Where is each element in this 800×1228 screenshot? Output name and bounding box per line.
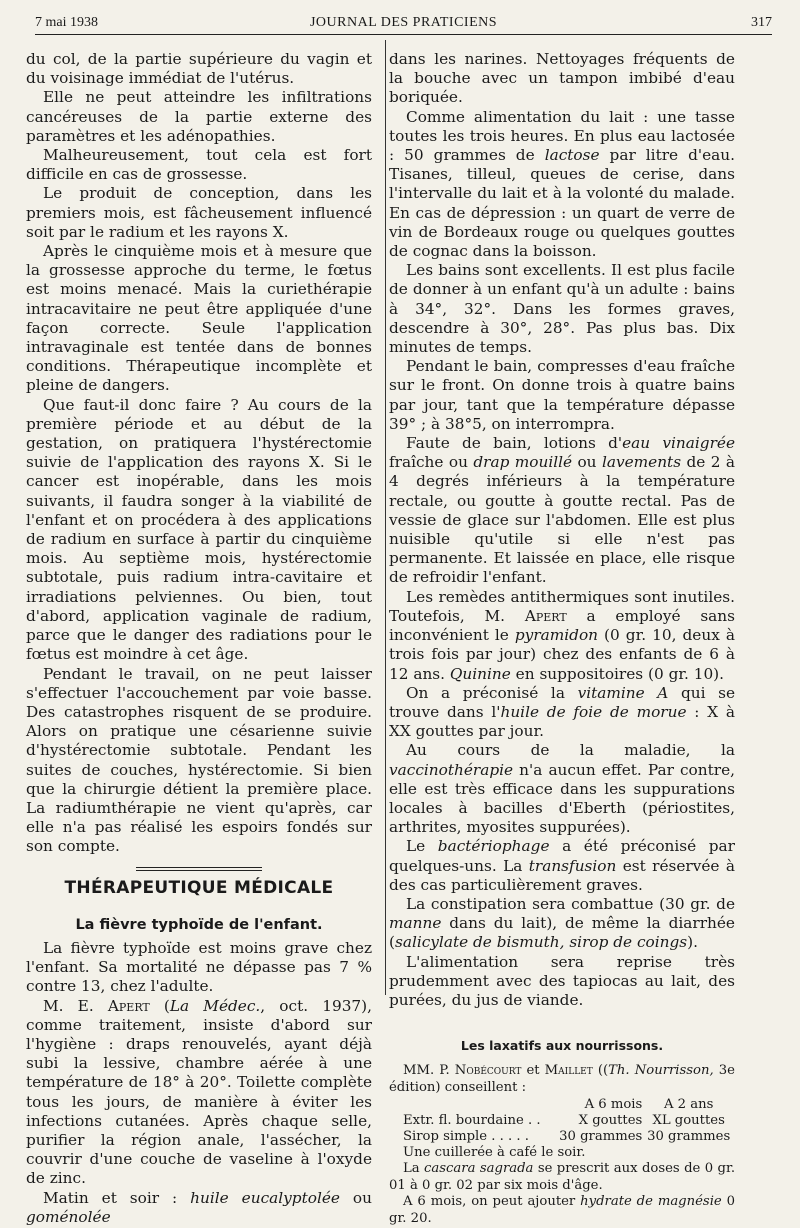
author-name: Nobécourt	[454, 1063, 522, 1079]
paragraph: Elle ne peut atteindre les infiltrations cancéreuses de la partie externe des paramètres et les adénopathies.	[26, 88, 372, 145]
text: Les remèdes antithermiques sont inutiles. Toutefois, M.	[389, 587, 735, 625]
section-title: THÉRAPEUTIQUE MÉDICALE	[64, 877, 334, 898]
text: (	[149, 996, 170, 1015]
text: 3e édition) conseillent :	[389, 1063, 735, 1095]
running-header	[35, 12, 772, 35]
text: Au cours de la maladie, la	[406, 741, 735, 760]
text: est réservée à des cas particulièrement graves.	[389, 856, 735, 894]
laxatifs-box	[389, 1036, 735, 1227]
box-body	[389, 1063, 735, 1227]
table-cell: 30 grammes	[559, 1128, 643, 1144]
text: M. E.	[43, 996, 108, 1015]
paragraph: Les bains sont excellents. Il est plus facile de donner à un enfant qu'à un adulte : bains à 34°, 32°. Dans les formes graves, descendre à 30°, 28°. Pas plus bas. Dix minutes de temps.	[389, 261, 735, 357]
paragraph	[389, 1194, 735, 1227]
text: (0 gr. 10, deux à trois fois par jour) chez des enfants de 6 à 12 ans.	[389, 626, 735, 683]
emph: eau vinaigrée	[622, 434, 735, 453]
text: A 6 mois, on peut ajouter	[403, 1194, 581, 1210]
text: La constipation sera combattue (30 gr. de	[406, 894, 735, 913]
paragraph: Après le cinquième mois et à mesure que la grossesse approche du terme, le fœtus est moins menacé. Mais la curiethérapie intracavitaire ne peut être appliquée d'une façon correcte. Seule l'application intravaginale est tentée dans de bonnes conditions. Thérapeutique incomplète et pleine de dangers.	[26, 242, 372, 395]
paragraph	[389, 1161, 735, 1194]
col-header: A 6 mois	[584, 1096, 643, 1112]
header-journal-title: JOURNAL DES PRATICIENS	[309, 15, 498, 30]
text: Faute de bain, lotions d'	[406, 434, 623, 453]
text: de 2 à 4 degrés inférieurs à la température rectale, ou goutte à goutte rectal. Pas de vessie de glace sur l'abdomen. Elle est plus nuisible qu'utile si elle n'est pas permanente. Et laissée en place, elle risque de refroidir l'enfant.	[389, 453, 735, 587]
emph: pyramidon	[514, 626, 599, 645]
right-column	[389, 50, 735, 1228]
text: a employé sans inconvénient le	[389, 606, 735, 645]
emph: salicylate de bismuth, sirop de coings	[394, 933, 688, 952]
text: qui se trouve dans l'	[389, 683, 735, 721]
paragraph: Que faut-il donc faire ? Au cours de la première période et au début de la gestation, on pratiquera l'hystérectomie suivie de l'application des rayons X. Si le cancer est inopérable, dans les mois suivants, il faudra songer à la viabilité de l'enfant et on procédera à des applications de radium en surface à partir du cinquième mois. Au septième mois, hystérectomie subtotale, puis radium intra-cavitaire et irradiations pelviennes. Ou bien, tout d'abord, application vaginale de radium, parce que le danger des radiations pour le fœtus est moindre à cet âge.	[26, 395, 372, 664]
text: , oct. 1937), comme traitement, insiste d'abord sur l'hygiène : draps renouvelés, ayant déjà subi la lessive, chambre aérée à une température de 18° à 20°. Toilette complète tous les jours, de manière à éviter les infections cutanées. Après chaque selle, purifier la région anale, l'assécher, la couvrir d'une couche de vaseline à l'oxyde de zinc.	[26, 996, 372, 1188]
emph: hydrate de magnésie	[580, 1194, 722, 1210]
box-title: Les laxatifs aux nourrissons.	[460, 1038, 664, 1054]
text: MM. P.	[403, 1063, 455, 1079]
paragraph: Pendant le bain, compresses d'eau fraîche sur le front. On donne trois à quatre bains par jour, tant que la température dépasse 39° ; à 38°5, on interrompra.	[389, 357, 735, 433]
text: La	[403, 1161, 425, 1177]
text: par litre d'eau. Tisanes, tilleul, queues de cerise, dans l'intervalle du lait et à la volonté du malade. En cas de dépression : un quart de verre de vin de Bordeaux rouge ou quelques gouttes de cognac dans la boisson.	[389, 146, 735, 261]
reference: La Médec.	[169, 996, 261, 1015]
paragraph	[389, 741, 735, 837]
text: et	[521, 1063, 545, 1079]
text: : X à XX gouttes par jour.	[389, 702, 735, 741]
paragraph: Le produit de conception, dans les premiers mois, est fâcheusement influencé soit par le radium et les rayons X.	[26, 184, 372, 241]
emph: huile de foie de morue	[500, 702, 687, 721]
table-row	[403, 1113, 735, 1129]
paragraph	[389, 684, 735, 742]
emph: lavements	[601, 453, 682, 472]
table-cell: 30 grammes	[647, 1128, 731, 1144]
paragraph: Une cuillerée à café le soir.	[403, 1144, 586, 1160]
author-name: Apert	[107, 996, 150, 1015]
author-name: Apert	[524, 606, 567, 625]
paragraph	[26, 997, 372, 1189]
emph: Quinine	[449, 664, 511, 683]
author-name: Maillet	[544, 1063, 593, 1079]
reference: Th. Nourrisson,	[608, 1063, 714, 1079]
paragraph	[26, 1189, 372, 1227]
paragraph: dans les narines. Nettoyages fréquents de la bouche avec un tampon imbibé d'eau boriquée.	[389, 50, 735, 107]
text: dans du lait), de même la diarrhée (	[389, 914, 735, 952]
text: ((	[592, 1063, 609, 1079]
paragraph	[389, 588, 735, 684]
text: Comme alimentation du lait : une tasse toutes les trois heures. En plus eau lactosée : 50 grammes de	[389, 107, 735, 165]
emph: transfusion	[528, 856, 617, 875]
paragraph	[389, 434, 735, 588]
emph: cascara sagrada	[424, 1161, 534, 1177]
text: ou	[572, 453, 602, 472]
paragraph	[389, 108, 735, 262]
text: ).	[687, 933, 698, 952]
header-page-number: 317	[751, 15, 772, 30]
text: 0 gr. 20.	[389, 1194, 735, 1226]
article-title: La fièvre typhoïde de l'enfant.	[75, 916, 323, 933]
text: ou	[339, 1188, 372, 1207]
emph: bactériophage	[437, 837, 550, 856]
emph: goménolée	[26, 1207, 111, 1226]
column-divider	[385, 40, 386, 995]
text: On a préconisé la	[406, 683, 578, 702]
paragraph: La fièvre typhoïde est moins grave chez l'enfant. Sa mortalité ne dépasse pas 7 % contre 13, chez l'adulte.	[26, 938, 372, 996]
paragraph	[389, 837, 735, 895]
text: Matin et soir :	[43, 1188, 191, 1207]
emph: manne	[389, 914, 442, 933]
table-cell: X gouttes	[578, 1112, 643, 1128]
emph: huile eucalyptolée	[190, 1188, 340, 1207]
emph: vaccinothérapie	[389, 760, 514, 779]
paragraph	[389, 895, 735, 953]
text: en suppositoires (0 gr. 10).	[510, 664, 725, 683]
col-header: A 2 ans	[663, 1096, 714, 1112]
table-cell: Sirop simple . . . . .	[403, 1128, 530, 1144]
table-row	[403, 1097, 735, 1113]
text: a été préconisé par quelques-uns. La	[389, 837, 735, 875]
paragraph: Pendant le travail, on ne peut laisser s'effectuer l'accouchement par voie basse. Des catastrophes risquent de se produire. Alors on pratique une césarienne suivie d'hystérectomie subtotale. Pendant les suites de couches, hystérectomie. Si bien que la chirurgie détient la première place. La radiumthérapie ne vient qu'après, car elle n'a pas réalisé les espoirs fondés sur son compte.	[26, 664, 372, 856]
table-cell: Extr. fl. bourdaine . .	[403, 1112, 541, 1128]
dosage-table	[403, 1097, 735, 1145]
paragraph: L'alimentation sera reprise très prudemment avec des tapiocas au lait, des purées, du jus de viande.	[389, 952, 735, 1009]
left-column	[26, 50, 372, 1227]
text: Le	[406, 837, 438, 856]
section-rule	[136, 867, 262, 871]
paragraph	[389, 1063, 735, 1096]
paragraph: Malheureusement, tout cela est fort difficile en cas de grossesse.	[26, 146, 372, 184]
emph: drap mouillé	[473, 453, 573, 472]
emph: vitamine A	[577, 683, 669, 702]
text: se prescrit aux doses de 0 gr. 01 à 0 gr. 02 par six mois d'âge.	[389, 1161, 736, 1193]
paragraph: du col, de la partie supérieure du vagin et du voisinage immédiat de l'utérus.	[26, 50, 372, 88]
text: fraîche ou	[389, 453, 474, 472]
text: n'a aucun effet. Par contre, elle est très efficace dans les suppurations locales à bacilles d'Eberth (périostites, arthrites, myosites suppurées).	[389, 760, 735, 837]
header-date: 7 mai 1938	[35, 15, 98, 30]
table-row	[403, 1129, 735, 1145]
emph: lactose	[544, 146, 600, 165]
table-cell: XL gouttes	[652, 1112, 725, 1128]
